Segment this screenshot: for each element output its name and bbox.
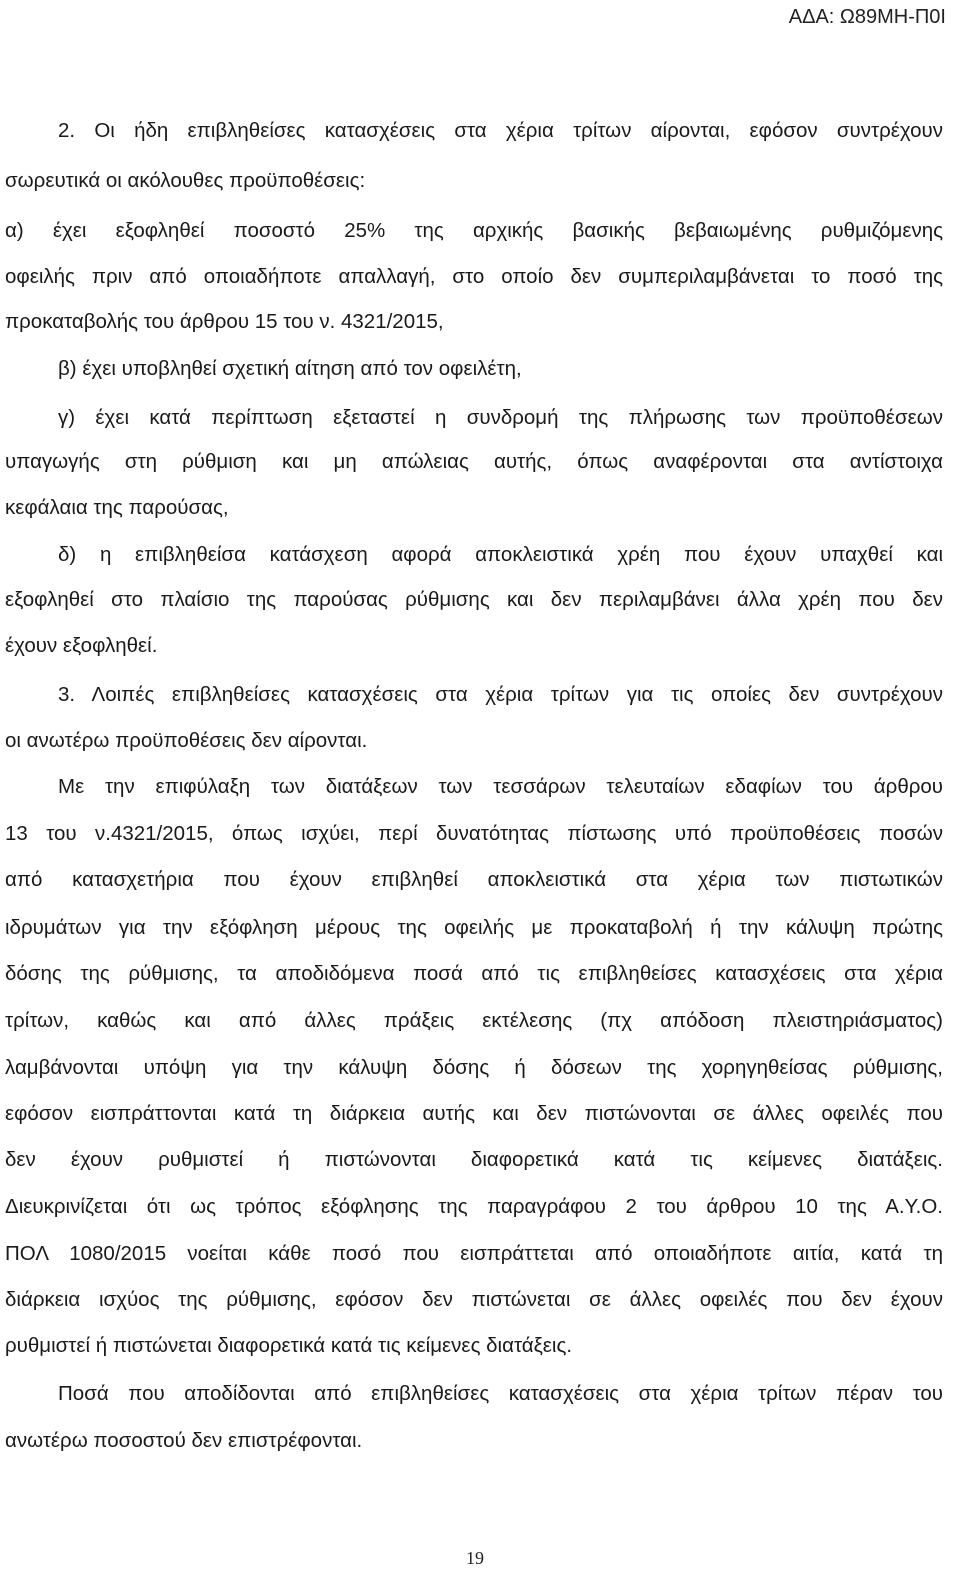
text-line: από κατασχετήρια που έχουν επιβληθεί αποκλειστικά στα χέρια των πιστωτικών bbox=[5, 868, 943, 891]
text-line: οφειλής πριν από οποιαδήποτε απαλλαγή, στο οποίο δεν συμπεριλαμβάνεται το ποσό της bbox=[5, 265, 943, 288]
text-line: δ) η επιβληθείσα κατάσχεση αφορά αποκλειστικά χρέη που έχουν υπαχθεί και bbox=[58, 543, 943, 566]
text-line: εξοφληθεί στο πλαίσιο της παρούσας ρύθμισης και δεν περιλαμβάνει άλλα χρέη που δεν bbox=[5, 588, 943, 611]
text-line: β) έχει υποβληθεί σχετική αίτηση από τον οφειλέτη, bbox=[58, 357, 522, 380]
text-line: τρίτων, καθώς και από άλλες πράξεις εκτέλεσης (πχ απόδοση πλειστηριάσματος) bbox=[5, 1009, 943, 1032]
text-line: λαμβάνονται υπόψη για την κάλυψη δόσης ή δόσεων της χορηγηθείσας ρύθμισης, bbox=[5, 1056, 943, 1079]
text-line: α) έχει εξοφληθεί ποσοστό 25% της αρχικής βασικής βεβαιωμένης ρυθμιζόμενης bbox=[5, 219, 943, 242]
text-line: προκαταβολής του άρθρου 15 του ν. 4321/2015, bbox=[5, 310, 444, 333]
text-line: δεν έχουν ρυθμιστεί ή πιστώνονται διαφορετικά κατά τις κείμενες διατάξεις. bbox=[5, 1148, 943, 1171]
text-line: ανωτέρω ποσοστού δεν επιστρέφονται. bbox=[5, 1429, 363, 1452]
text-line: διάρκεια ισχύος της ρύθμισης, εφόσον δεν πιστώνεται σε άλλες οφειλές που δεν έχουν bbox=[5, 1288, 943, 1311]
text-line: δόσης της ρύθμισης, τα αποδιδόμενα ποσά από τις επιβληθείσες κατασχέσεις στα χέρια bbox=[5, 962, 943, 985]
text-line: 2. Οι ήδη επιβληθείσες κατασχέσεις στα χέρια τρίτων αίρονται, εφόσον συντρέχουν bbox=[58, 119, 943, 142]
text-line: έχουν εξοφληθεί. bbox=[5, 634, 158, 657]
text-line: Με την επιφύλαξη των διατάξεων των τεσσάρων τελευταίων εδαφίων του άρθρου bbox=[58, 775, 943, 798]
text-line: υπαγωγής στη ρύθμιση και μη απώλειας αυτής, όπως αναφέρονται στα αντίστοιχα bbox=[5, 450, 943, 473]
text-line: εφόσον εισπράττονται κατά τη διάρκεια αυτής και δεν πιστώνονται σε άλλες οφειλές που bbox=[5, 1102, 943, 1125]
text-line: 3. Λοιπές επιβληθείσες κατασχέσεις στα χέρια τρίτων για τις οποίες δεν συντρέχουν bbox=[58, 683, 943, 706]
text-line: Διευκρινίζεται ότι ως τρόπος εξόφλησης της παραγράφου 2 του άρθρου 10 της Α.Υ.Ο. bbox=[5, 1195, 943, 1218]
text-line: οι ανωτέρω προϋποθέσεις δεν αίρονται. bbox=[5, 729, 368, 752]
text-line: σωρευτικά οι ακόλουθες προϋποθέσεις: bbox=[5, 169, 366, 192]
page-number: 19 bbox=[466, 1548, 484, 1568]
text-line: ρυθμιστεί ή πιστώνεται διαφορετικά κατά τις κείμενες διατάξεις. bbox=[5, 1334, 573, 1357]
text-line: ΠΟΛ 1080/2015 νοείται κάθε ποσό που εισπράττεται από οποιαδήποτε αιτία, κατά τη bbox=[5, 1242, 943, 1265]
text-line: Ποσά που αποδίδονται από επιβληθείσες κατασχέσεις στα χέρια τρίτων πέραν του bbox=[58, 1382, 943, 1405]
text-line: ιδρυμάτων για την εξόφληση μέρους της οφειλής με προκαταβολή ή την κάλυψη πρώτης bbox=[5, 916, 943, 939]
text-line: κεφάλαια της παρούσας, bbox=[5, 496, 229, 519]
ada-code: ΑΔΑ: Ω89ΜΗ-Π0Ι bbox=[788, 6, 946, 28]
text-line: 13 του ν.4321/2015, όπως ισχύει, περί δυνατότητας πίστωσης υπό προϋποθέσεις ποσών bbox=[5, 822, 943, 845]
text-line: γ) έχει κατά περίπτωση εξεταστεί η συνδρομή της πλήρωσης των προϋποθέσεων bbox=[58, 406, 943, 429]
